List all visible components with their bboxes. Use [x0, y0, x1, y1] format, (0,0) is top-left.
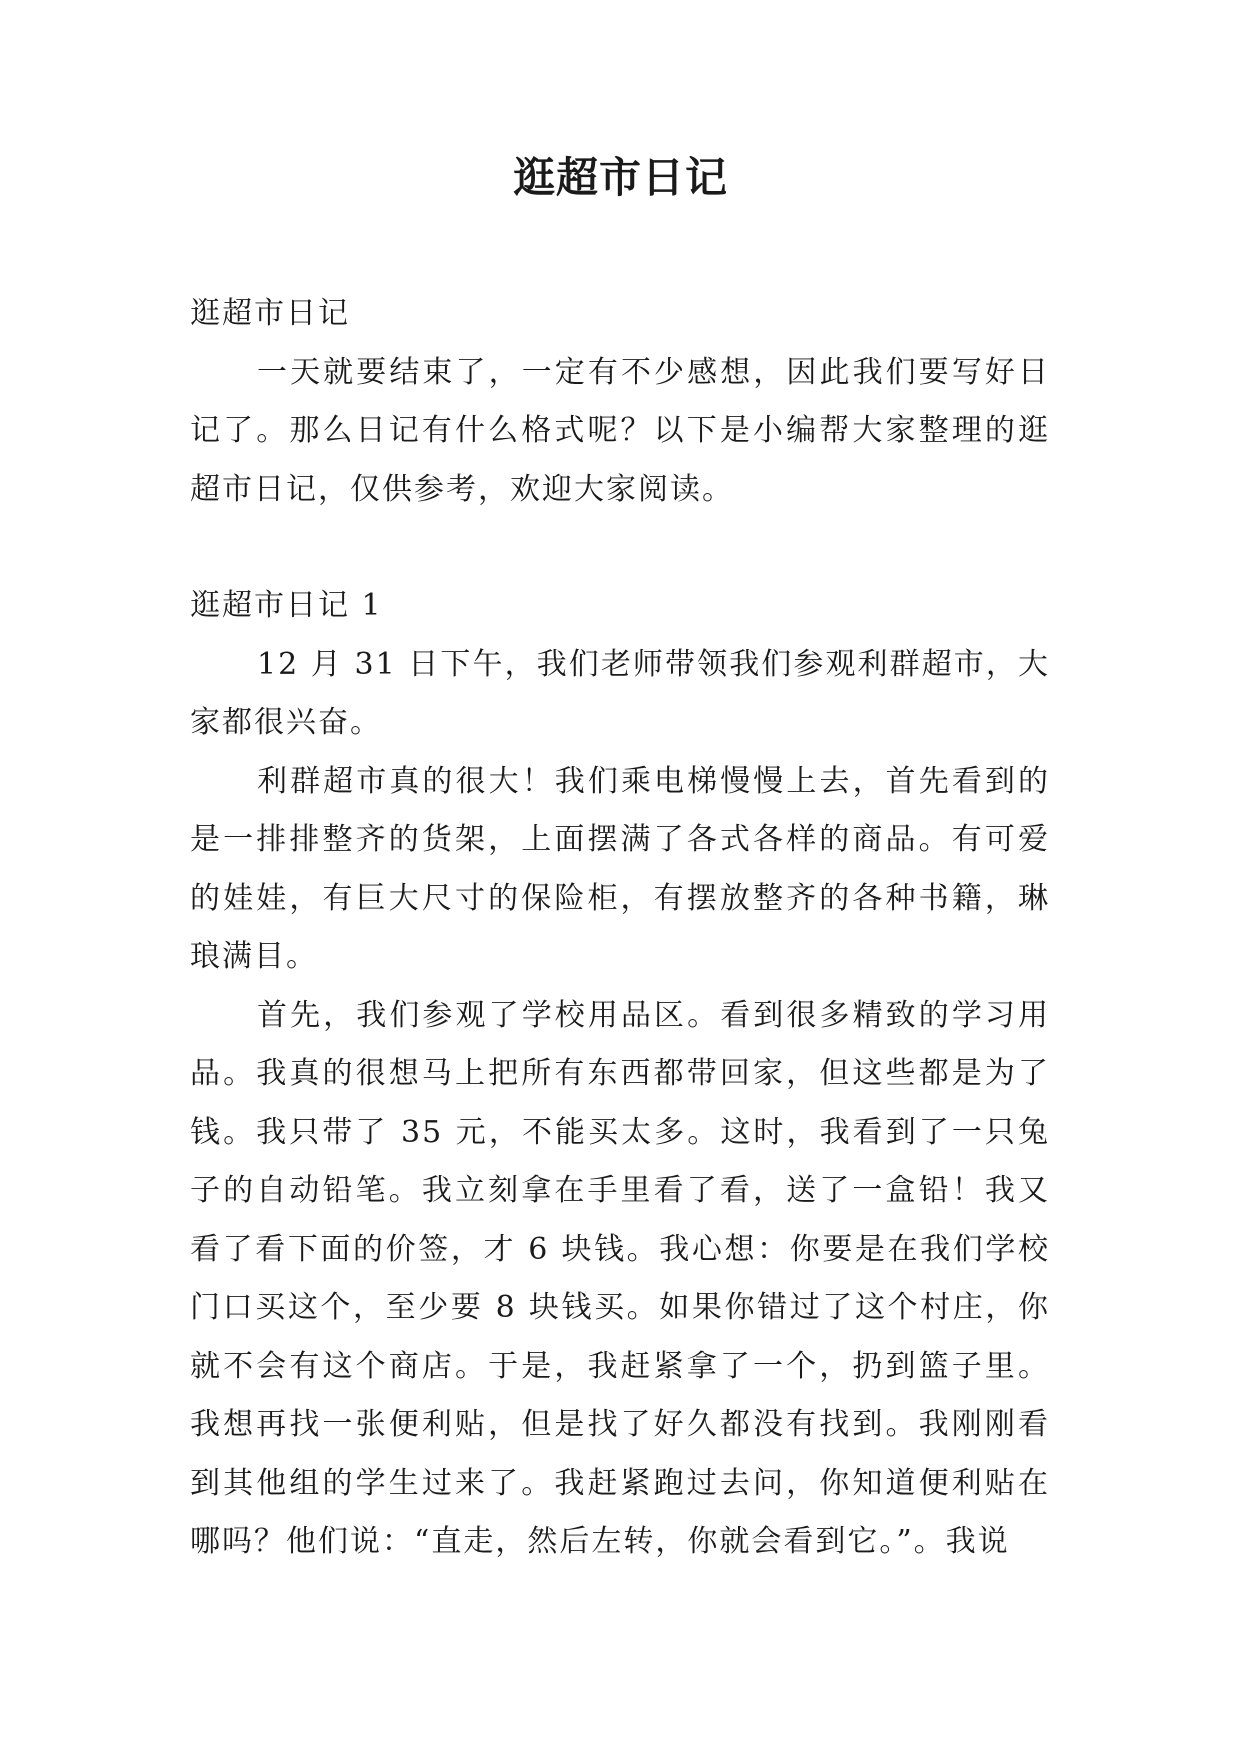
document-body [190, 285, 1050, 1572]
intro-heading: 逛超市日记 [190, 296, 350, 331]
section-spacer [190, 519, 1050, 577]
body-paragraph: 首先，我们参观了学校用品区。看到很多精致的学习用品。我真的很想马上把所有东西都带回家，但这些都是为了钱。我只带了 35 元，不能买太多。这时，我看到了一只兔子的自动铅笔。我立刻拿在手里看了看，送了一盒铅！我又看了看下面的价签，才 6 块钱。我心想：你要是在我们学校门口买这个，至少要 8 块钱买。如果你错过了这个村庄，你就不会有这个商店。于是，我赶紧拿了一个，扔到篮子里。我想再找一张便利贴，但是找了好久都没有找到。我刚刚看到其他组的学生过来了。我赶紧跑过去问，你知道便利贴在哪吗？他们说：“直走，然后左转，你就会看到它。”。我说 [190, 997, 1050, 1559]
section-heading: 逛超市日记 1 [190, 588, 383, 623]
body-paragraph: 利群超市真的很大！我们乘电梯慢慢上去，首先看到的是一排排整齐的货架，上面摆满了各式各样的商品。有可爱的娃娃，有巨大尺寸的保险柜，有摆放整齐的各种书籍，琳琅满目。 [190, 763, 1050, 974]
page-title: 逛超市日记 [512, 153, 728, 202]
intro-paragraph: 一天就要结束了，一定有不少感想，因此我们要写好日记了。那么日记有什么格式呢？以下是小编帮大家整理的逛超市日记，仅供参考，欢迎大家阅读。 [190, 354, 1050, 507]
body-paragraph: 12 月 31 日下午，我们老师带领我们参观利群超市，大家都很兴奋。 [190, 646, 1050, 740]
